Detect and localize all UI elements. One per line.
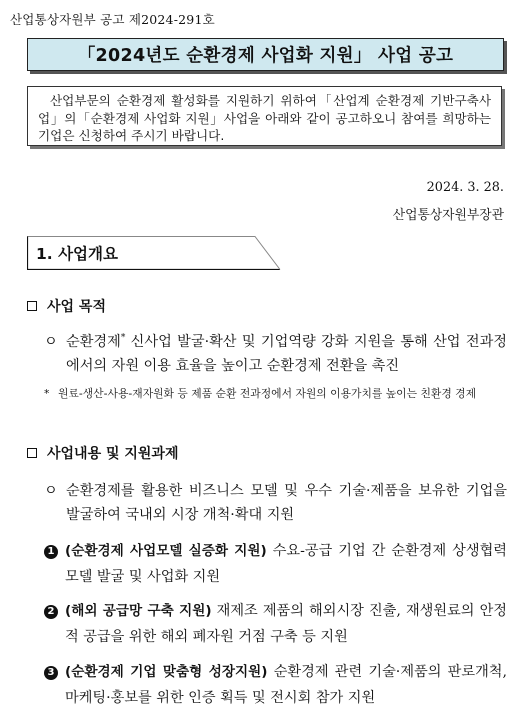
purpose-bullet (44, 330, 507, 378)
purpose-text-b: 신사업 발굴·확산 및 기업역량 강화 지원을 통해 산업 전과정에서의 자원 이용 효율을 높이고 순환경제 전환을 촉진 (66, 334, 507, 374)
square-bullet-icon (27, 448, 37, 458)
issuing-organization: 산업통상자원부장관 (392, 208, 504, 223)
circle-bullet-icon: ㅇ (44, 483, 58, 499)
purpose-text-a: 순환경제 (66, 334, 121, 350)
footnote-marker: * (120, 333, 126, 343)
support-item-2-desc: 재제조 제품의 해외시장 진출, 재생원료의 안정적 공급을 위한 해외 폐자원 거점 구축 등 지원 (65, 603, 507, 645)
section-heading-tab (27, 236, 281, 270)
document-title-text: 「2024년도 순환경제 사업화 지원」 사업 공고 (77, 46, 454, 66)
support-item-1-title: (순환경제 사업모델 실증화 지원) (65, 543, 267, 559)
number-2-icon: 2 (44, 605, 58, 619)
purpose-heading-text: 사업 목적 (47, 299, 106, 315)
purpose-heading (27, 296, 106, 316)
content-bullet (44, 479, 507, 527)
support-item-2 (44, 598, 507, 650)
support-item-3-title: (순환경제 기업 맞춤형 성장지원) (65, 664, 268, 680)
purpose-footnote (44, 385, 507, 403)
support-item-2-title: (해외 공급망 구축 지원) (65, 603, 212, 619)
document-title (27, 38, 504, 71)
issue-date: 2024. 3. 28. (426, 180, 504, 195)
intro-box (27, 86, 502, 146)
content-heading (27, 443, 178, 463)
content-heading-text: 사업내용 및 지원과제 (47, 446, 179, 462)
number-1-icon: 1 (44, 545, 58, 559)
footnote-text: 원료-생산-사용-재자원화 등 제품 순환 전과정에서 자원의 이용가치를 높이는 친환경 경제 (58, 387, 477, 400)
square-bullet-icon (27, 301, 37, 311)
intro-text: 산업부문의 순환경제 활성화를 지원하기 위하여「산업계 순환경제 기반구축사업」의「순환경제 사업화 지원」사업을 아래와 같이 공고하오니 참여를 희망하는 기업은 신청하여 주시기 바랍니다. (38, 93, 491, 143)
support-item-1 (44, 538, 507, 590)
notice-number: 산업통상자원부 공고 제2024-291호 (10, 12, 215, 27)
support-item-1-desc: 수요-공급 기업 간 순환경제 상생협력 모델 발굴 및 사업화 지원 (65, 543, 507, 585)
support-item-3 (44, 659, 507, 711)
content-bullet-text: 순환경제를 활용한 비즈니스 모델 및 우수 기술·제품을 보유한 기업을 발굴하여 국내외 시장 개척·확대 지원 (66, 483, 507, 523)
support-item-3-desc: 순환경제 관련 기술·제품의 판로개척, 마케팅·홍보를 위한 인증 획득 및 전시회 참가 지원 (65, 664, 507, 706)
section-title: 1. 사업개요 (36, 245, 118, 263)
footnote-symbol: * (44, 387, 50, 400)
circle-bullet-icon: ㅇ (44, 334, 58, 350)
number-3-icon: 3 (44, 666, 58, 680)
